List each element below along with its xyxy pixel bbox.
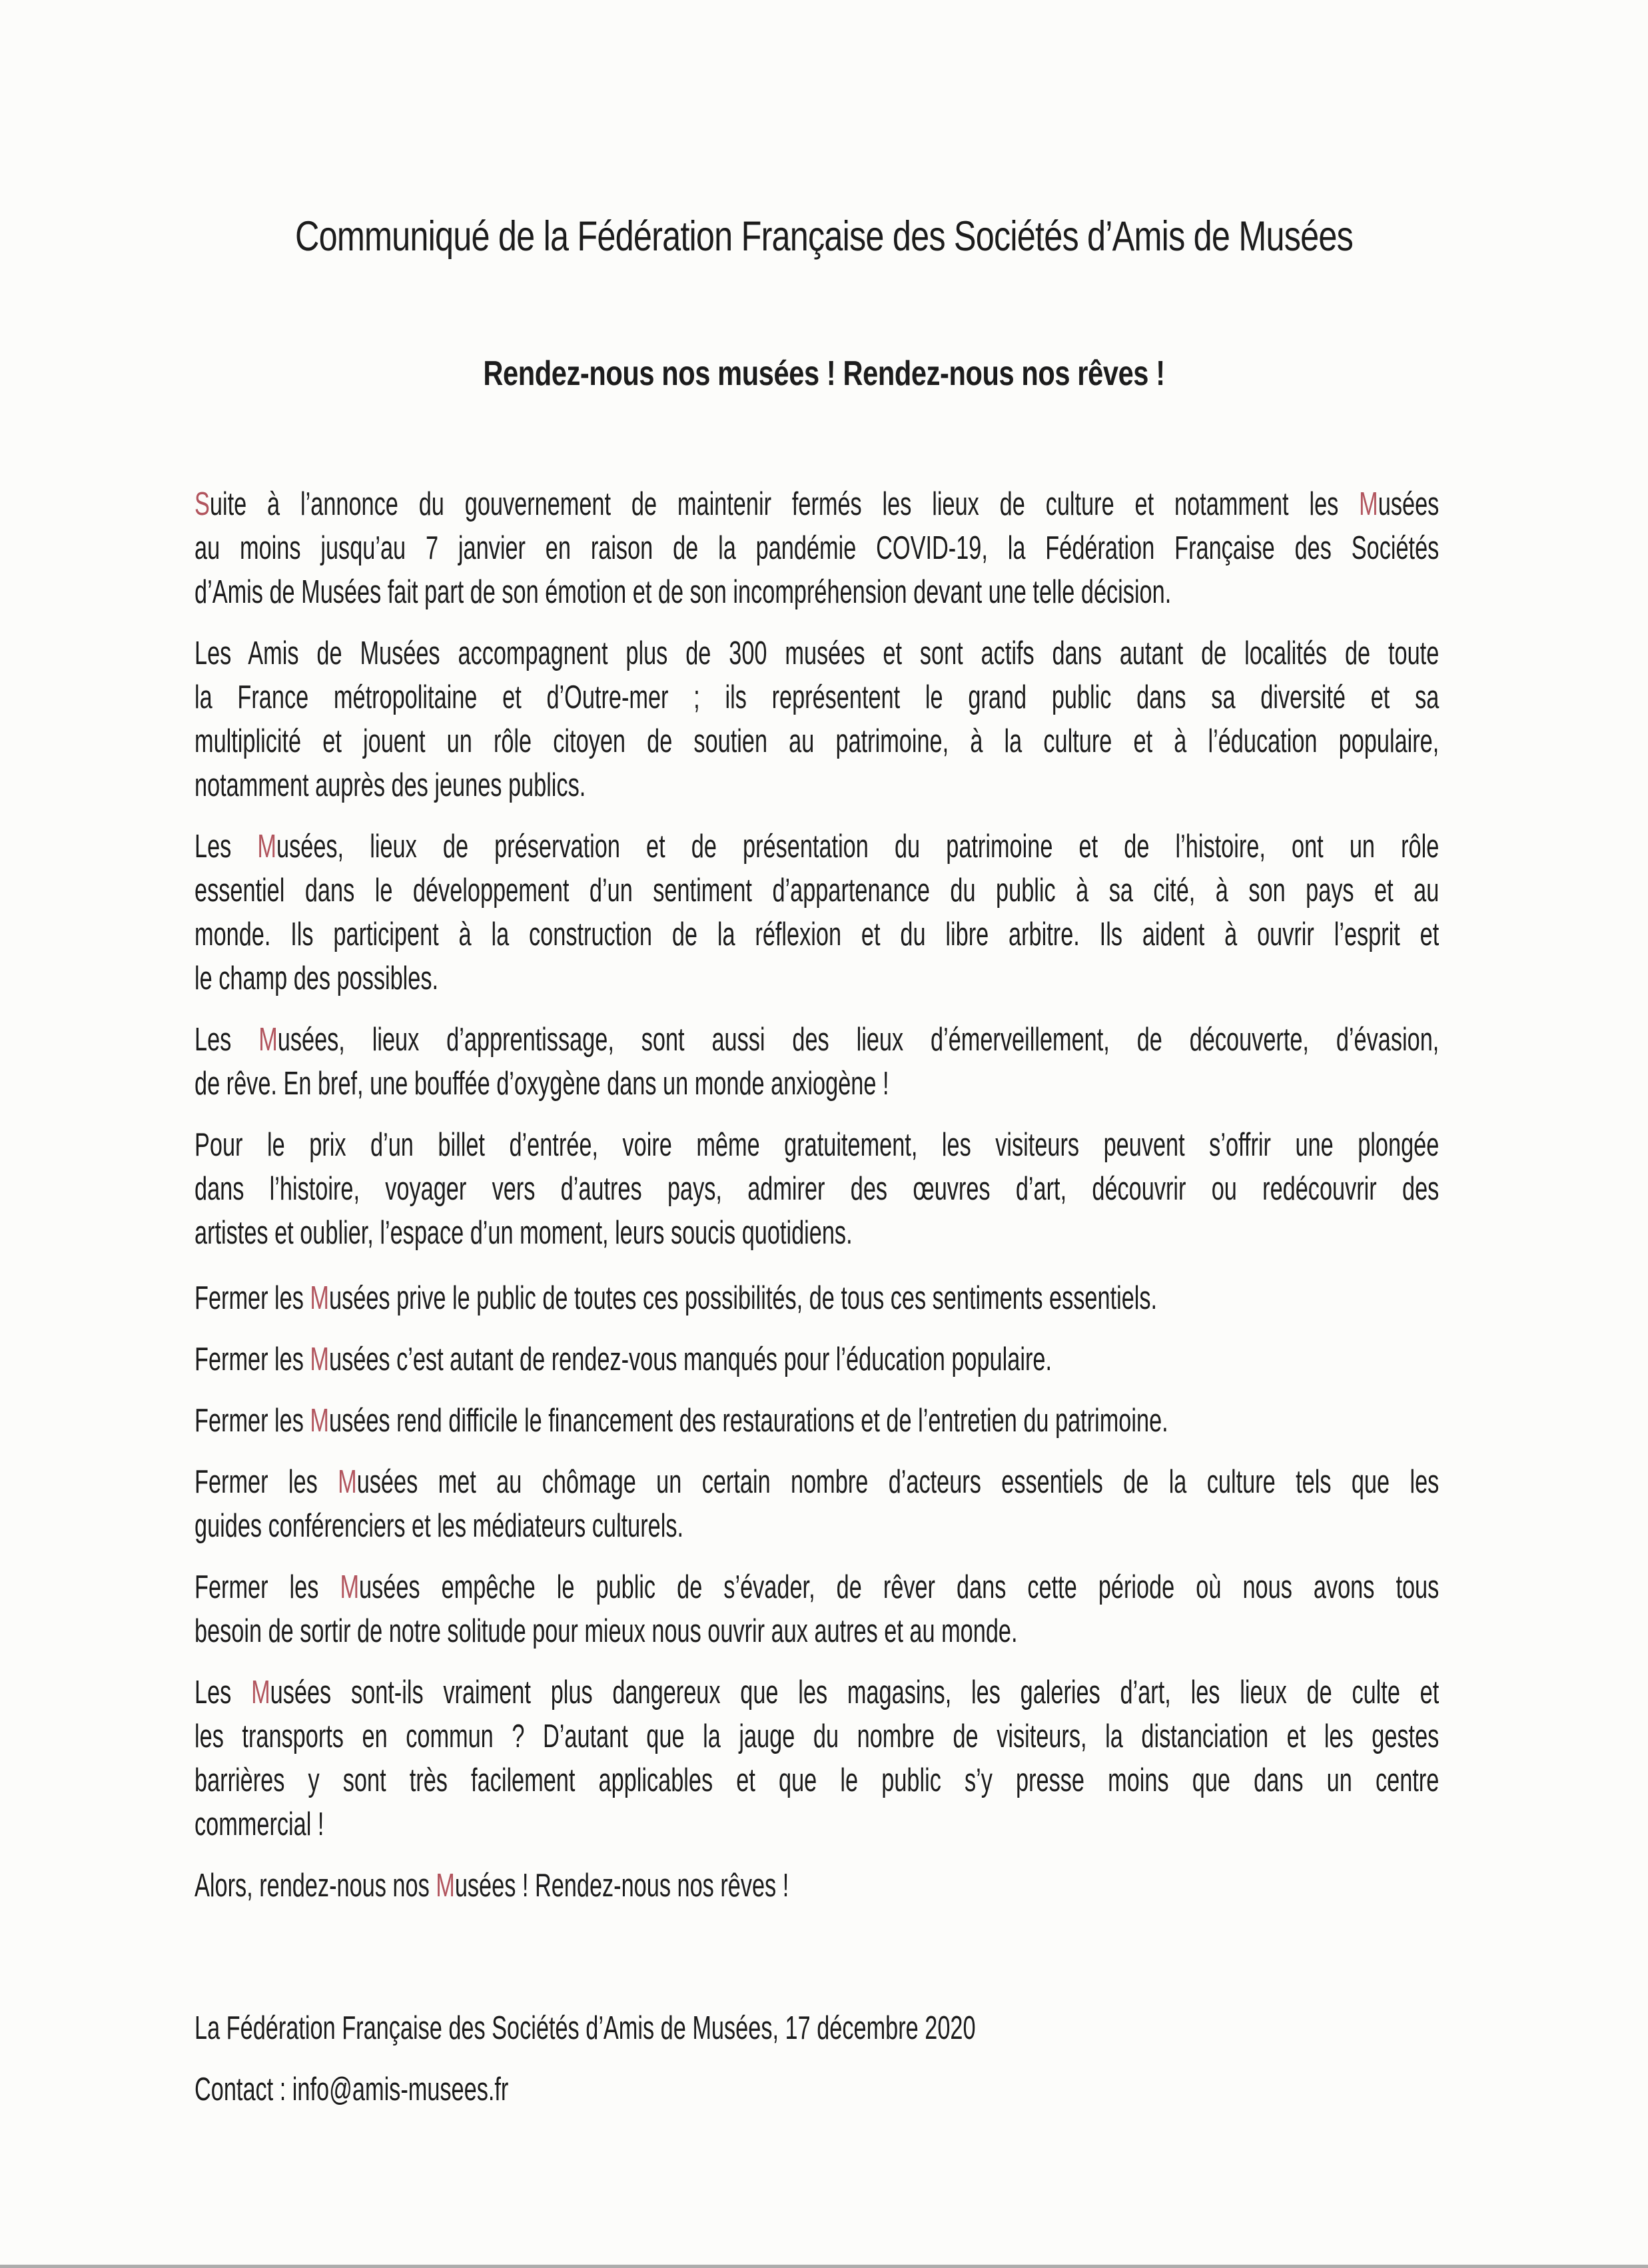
text-line: Suite à l’annonce du gouvernement de maintenir fermés les lieux de culture et notamment les Musées — [195, 486, 1440, 522]
accent-letter: M — [1359, 486, 1378, 522]
paragraph-amis-de-musees — [195, 631, 1439, 807]
text-line: Fermer les Musées met au chômage un certain nombre d’acteurs essentiels de la culture tels que les — [195, 1464, 1440, 1500]
text-line: au moins jusqu’au 7 janvier en raison de la pandémie COVID-19, la Fédération Française des Sociétés — [195, 530, 1440, 566]
text-line: Pour le prix d’un billet d’entrée, voire même gratuitement, les visiteurs peuvent s’offrir une plongée — [195, 1127, 1440, 1163]
text-line: guides conférenciers et les médiateurs culturels. — [195, 1508, 684, 1544]
text-line: Les Amis de Musées accompagnent plus de 300 musées et sont actifs dans autant de localités de toute — [195, 635, 1440, 671]
accent-letter: M — [338, 1464, 357, 1500]
text-line: besoin de sortir de notre solitude pour mieux nous ouvrir aux autres et au monde. — [195, 1613, 1018, 1649]
text-line: commercial ! — [195, 1806, 324, 1842]
accent-letter: M — [251, 1675, 270, 1710]
body-block — [195, 482, 1439, 2129]
paragraph-fermer-3 — [195, 1399, 1439, 1443]
paragraph-intro — [195, 482, 1439, 614]
text-line: barrières y sont très facilement applicables et que le public s’y presse moins que dans un centre — [195, 1762, 1440, 1798]
text-line: La Fédération Française des Sociétés d’Amis de Musées, 17 décembre 2020 — [195, 2010, 976, 2046]
accent-letter: M — [257, 829, 277, 865]
text-line: Les Musées, lieux de préservation et de présentation du patrimoine et de l’histoire, ont un rôle — [195, 829, 1440, 865]
paragraph-musees-dangereux — [195, 1671, 1439, 1846]
accent-letter: M — [310, 1341, 330, 1377]
paragraph-fermer-1 — [195, 1276, 1439, 1320]
paragraph-fermer-5 — [195, 1565, 1439, 1653]
text-line: la France métropolitaine et d’Outre-mer ; ils représentent le grand public dans sa diversité et sa — [195, 679, 1440, 715]
text-line: artistes et oublier, l’espace d’un moment, leurs soucis quotidiens. — [195, 1215, 853, 1251]
scanner-edge-line — [0, 2265, 1648, 2268]
paragraph-musees-apprentissage — [195, 1018, 1439, 1106]
text-line: notamment auprès des jeunes publics. — [195, 767, 586, 803]
document-title: Communiqué de la Fédération Française des Sociétés d’Amis de Musées — [294, 213, 1354, 260]
text-line: le champ des possibles. — [195, 960, 439, 996]
accent-letter: S — [195, 486, 210, 522]
text-line: de rêve. En bref, une bouffée d’oxygène dans un monde anxiogène ! — [195, 1066, 889, 1102]
text-line: essentiel dans le développement d’un sentiment d’appartenance du public à sa cité, à son pays et au — [195, 873, 1440, 909]
accent-letter: M — [436, 1868, 455, 1904]
paragraph-fermer-2 — [195, 1337, 1439, 1381]
paragraph-closing — [195, 1864, 1439, 1908]
paragraph-contact — [195, 2068, 1439, 2111]
text-line: les transports en commun ? D’autant que la jauge du nombre de visiteurs, la distanciation et les gestes — [195, 1718, 1440, 1754]
accent-letter: M — [310, 1280, 330, 1316]
paragraph-musees-preservation — [195, 825, 1439, 1000]
paragraph-fermer-4 — [195, 1460, 1439, 1548]
text-line: Fermer les Musées rend difficile le financement des restaurations et de l’entretien du patrimoine. — [195, 1403, 1168, 1439]
text-line: Fermer les Musées prive le public de toutes ces possibilités, de tous ces sentiments essentiels. — [195, 1280, 1158, 1316]
accent-letter: M — [310, 1403, 330, 1439]
text-line: dans l’histoire, voyager vers d’autres pays, admirer des œuvres d’art, découvrir ou redécouvrir des — [195, 1171, 1440, 1207]
document-subtitle: Rendez-nous nos musées ! Rendez-nous nos rêves ! — [483, 354, 1165, 393]
accent-letter: M — [258, 1022, 278, 1058]
accent-letter: M — [340, 1569, 360, 1605]
paragraph-signature — [195, 2006, 1439, 2050]
paragraph-prix-billet — [195, 1123, 1439, 1255]
text-line: monde. Ils participent à la construction de la réflexion et du libre arbitre. Ils aident à ouvrir l’esprit et — [195, 917, 1440, 952]
text-line: multiplicité et jouent un rôle citoyen de soutien au patrimoine, à la culture et à l’éducation populaire, — [195, 723, 1440, 759]
text-line: d’Amis de Musées fait part de son émotion et de son incompréhension devant une telle décision. — [195, 574, 1172, 610]
text-line: Les Musées, lieux d’apprentissage, sont aussi des lieux d’émerveillement, de découverte, d’évasion, — [195, 1022, 1440, 1058]
text-line: Fermer les Musées empêche le public de s’évader, de rêver dans cette période où nous avons tous — [195, 1569, 1440, 1605]
text-line: Contact : info@amis-musees.fr — [195, 2072, 509, 2107]
text-line: Les Musées sont-ils vraiment plus dangereux que les magasins, les galeries d’art, les lieux de culte et — [195, 1675, 1440, 1710]
text-line: Fermer les Musées c’est autant de rendez-vous manqués pour l’éducation populaire. — [195, 1341, 1052, 1377]
text-line: Alors, rendez-nous nos Musées ! Rendez-nous nos rêves ! — [195, 1868, 789, 1904]
